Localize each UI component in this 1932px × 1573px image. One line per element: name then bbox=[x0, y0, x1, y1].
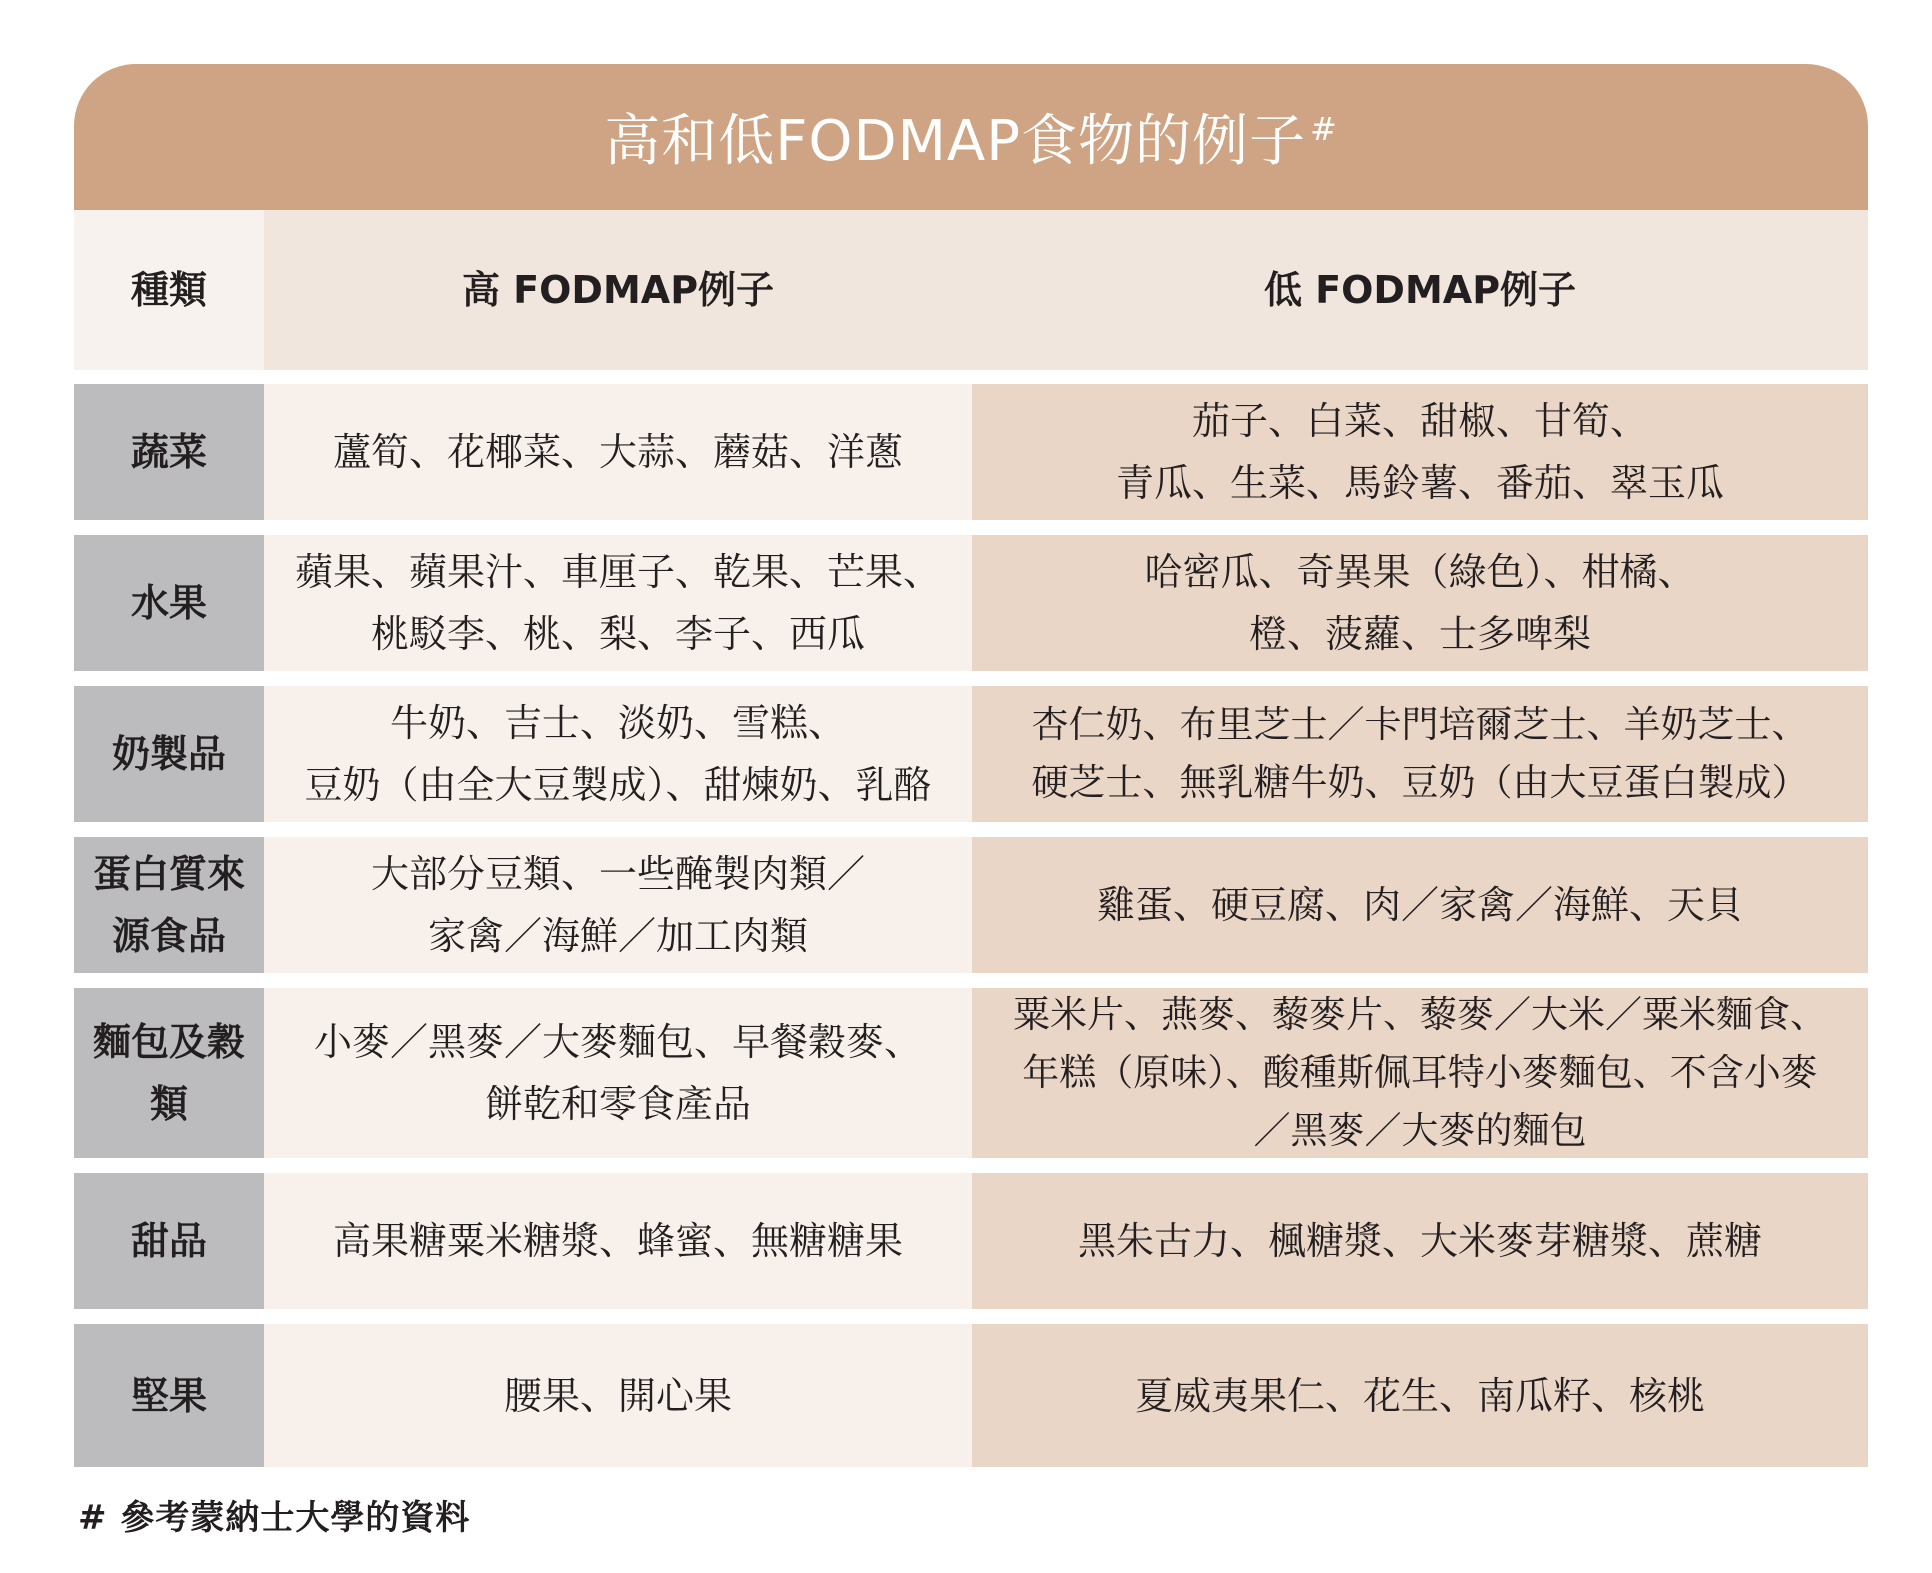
row-category-cell: 蛋白質來 源食品 bbox=[74, 837, 264, 973]
table-header-row bbox=[74, 210, 1868, 370]
row-low-cell: 夏威夷果仁、花生、南瓜籽、核桃 bbox=[972, 1324, 1868, 1467]
header-category: 種類 bbox=[74, 210, 264, 370]
row-high-cell: 大部分豆類、一些醃製肉類／ 家禽／海鮮／加工肉類 bbox=[264, 837, 972, 973]
table-row-vegetables bbox=[74, 384, 1868, 520]
table-row-desserts bbox=[74, 1173, 1868, 1309]
row-high-cell: 蘋果、蘋果汁、車厘子、乾果、芒果、 桃駁李、桃、梨、李子、西瓜 bbox=[264, 535, 972, 671]
row-category-cell: 水果 bbox=[74, 535, 264, 671]
title-footnote-mark: # bbox=[1310, 110, 1338, 148]
header-high-fodmap: 高 FODMAP例子 bbox=[264, 210, 972, 370]
table-title: 高和低FODMAP食物的例子 bbox=[604, 109, 1306, 174]
table-row-nuts bbox=[74, 1324, 1868, 1467]
row-category-cell: 麵包及穀 類 bbox=[74, 988, 264, 1158]
row-low-cell: 黑朱古力、楓糖漿、大米麥芽糖漿、蔗糖 bbox=[972, 1173, 1868, 1309]
table-title-bar bbox=[74, 64, 1868, 210]
table-row-dairy bbox=[74, 686, 1868, 822]
row-category-cell: 堅果 bbox=[74, 1324, 264, 1467]
header-spacer bbox=[74, 370, 1868, 384]
row-low-cell: 杏仁奶、布里芝士／卡門培爾芝士、羊奶芝士、 硬芝士、無乳糖牛奶、豆奶（由大豆蛋白製成） bbox=[972, 686, 1868, 822]
row-category-cell: 甜品 bbox=[74, 1173, 264, 1309]
row-low-cell: 雞蛋、硬豆腐、肉／家禽／海鮮、天貝 bbox=[972, 837, 1868, 973]
row-high-cell: 牛奶、吉士、淡奶、雪糕、 豆奶（由全大豆製成）、甜煉奶、乳酪 bbox=[264, 686, 972, 822]
row-high-cell: 小麥／黑麥／大麥麵包、早餐穀麥、 餅乾和零食產品 bbox=[264, 988, 972, 1158]
footnote: # 參考蒙納士大學的資料 bbox=[78, 1498, 471, 1538]
row-high-cell: 高果糖粟米糖漿、蜂蜜、無糖糖果 bbox=[264, 1173, 972, 1309]
row-low-cell: 哈密瓜、奇異果（綠色）、柑橘、 橙、菠蘿、士多啤梨 bbox=[972, 535, 1868, 671]
header-low-fodmap: 低 FODMAP例子 bbox=[972, 210, 1868, 370]
row-category-cell: 奶製品 bbox=[74, 686, 264, 822]
row-high-cell: 腰果、開心果 bbox=[264, 1324, 972, 1467]
row-low-cell: 茄子、白菜、甜椒、甘筍、 青瓜、生菜、馬鈴薯、番茄、翠玉瓜 bbox=[972, 384, 1868, 520]
table-row-fruits bbox=[74, 535, 1868, 671]
table-row-bread-grains bbox=[74, 988, 1868, 1158]
table-row-protein bbox=[74, 837, 1868, 973]
row-low-cell: 粟米片、燕麥、藜麥片、藜麥／大米／粟米麵食、 年糕（原味）、酸種斯佩耳特小麥麵包、不含小麥 ／黑麥／大麥的麵包 bbox=[972, 988, 1868, 1158]
row-high-cell: 蘆筍、花椰菜、大蒜、蘑菇、洋蔥 bbox=[264, 384, 972, 520]
row-category-cell: 蔬菜 bbox=[74, 384, 264, 520]
fodmap-table-card bbox=[74, 64, 1868, 1482]
